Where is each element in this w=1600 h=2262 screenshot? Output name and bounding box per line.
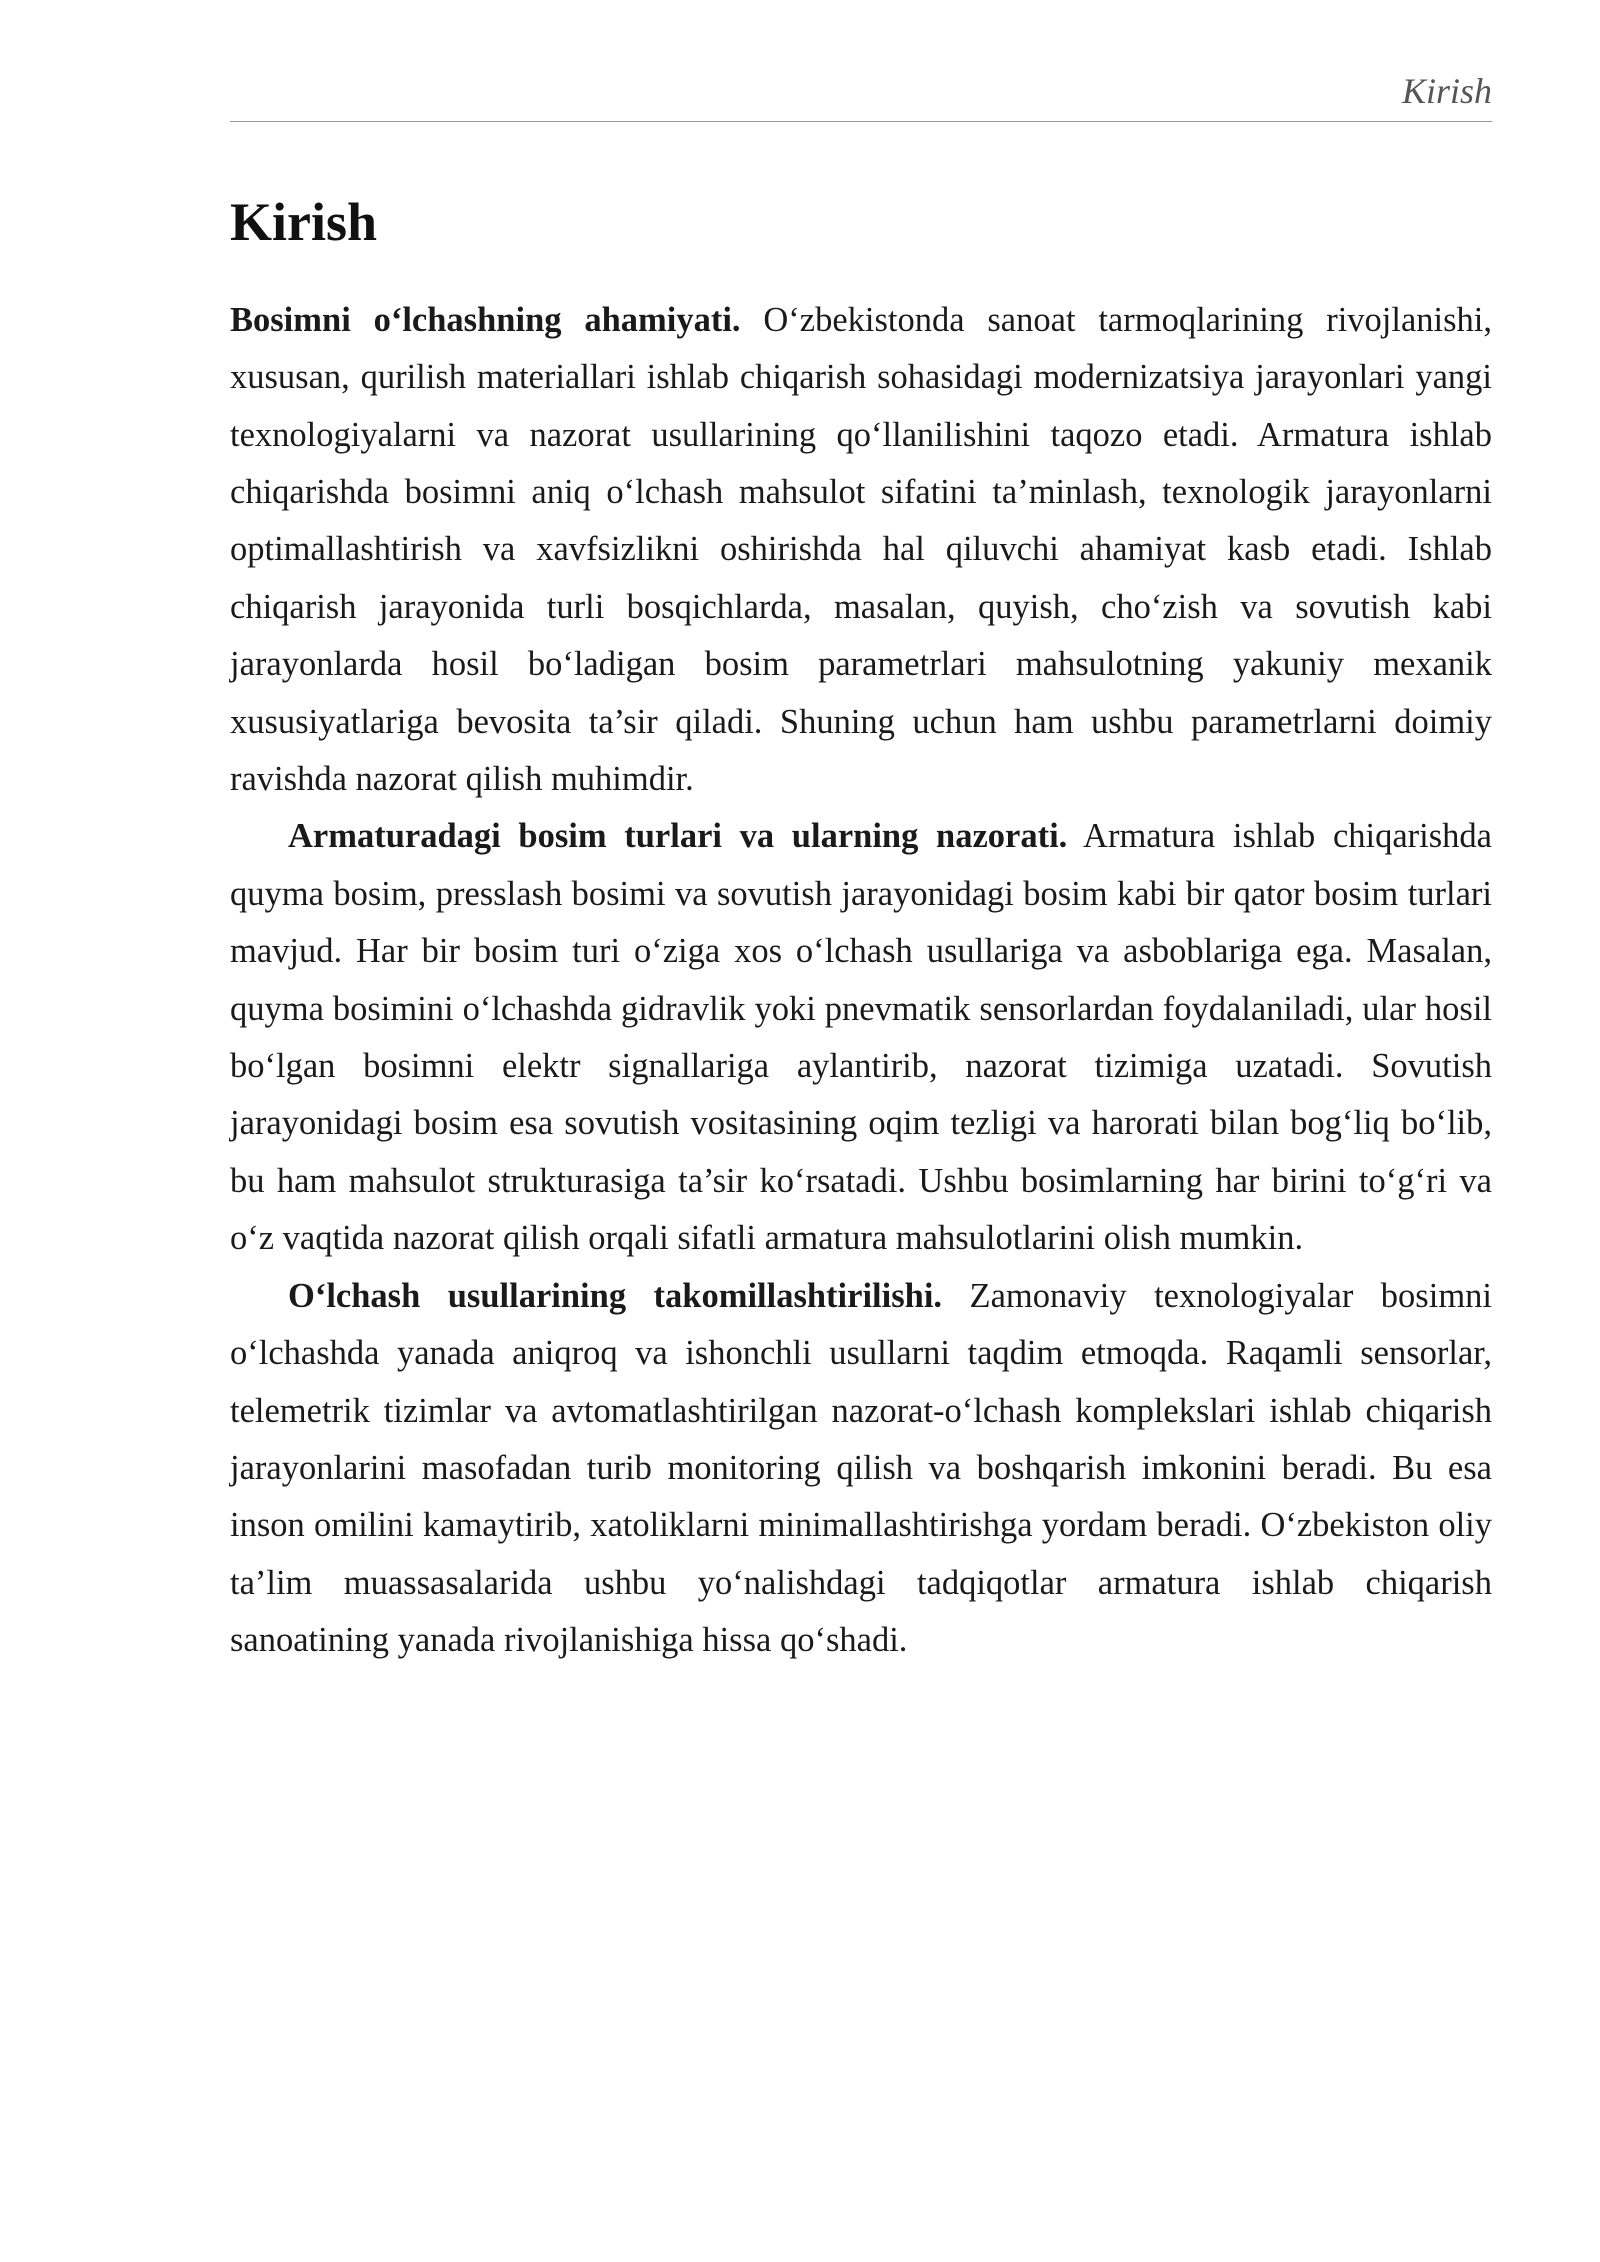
chapter-title: Kirish [230, 192, 378, 252]
page-content [230, 190, 1492, 1670]
paragraph-methods-improvement [230, 1268, 1492, 1670]
paragraph-lead: Bosimni o‘lchashning ahamiyati. [230, 300, 741, 339]
paragraph-importance [230, 292, 1492, 809]
paragraph-pressure-types [230, 808, 1492, 1267]
paragraph-text: O‘zbekistonda sanoat tarmoqlarining rivojlanishi, xususan, qurilish materiallari ishlab chiqarish sohasidagi modernizatsiya jarayonlari yangi texnologiyalarni va nazorat usullarining qo‘llanilishini taqozo etadi. Armatura ishlab chiqarishda bosimni aniq o‘lchash mahsulot sifatini ta’minlash, texnologik jarayonlarni optimallashtirish va xavfsizlikni oshirishda hal qiluvchi ahamiyat kasb etadi. Ishlab chiqarish jarayonida turli bosqichlarda, masalan, quyish, cho‘zish va sovutish kabi jarayonlarda hosil bo‘ladigan bosim parametrlari mahsulotning yakuniy mexanik xususiyatlariga bevosita ta’sir qiladi. Shuning uchun ham ushbu parametrlarni doimiy ravishda nazorat qilish muhimdir. [230, 300, 1492, 799]
header-divider [230, 121, 1492, 122]
paragraph-lead: Armaturadagi bosim turlari va ularning nazorati. [288, 817, 1068, 856]
paragraph-text: Armatura ishlab chiqarishda quyma bosim, presslash bosimi va sovutish jarayonidagi bosim kabi bir qator bosim turlari mavjud. Har bir bosim turi o‘ziga xos o‘lchash usullariga va asboblariga ega. Masalan, quyma bosimini o‘lchashda gidravlik yoki pnevmatik sensorlardan foydalaniladi, ular hosil bo‘lgan bosimni elektr signallariga aylantirib, nazorat tizimiga uzatadi. Sovutish jarayonidagi bosim esa sovutish vositasining oqim tezligi va harorati bilan bog‘liq bo‘lib, bu ham mahsulot strukturasiga ta’sir ko‘rsatadi. Ushbu bosimlarning har birini to‘g‘ri va o‘z vaqtida nazorat qilish orqali sifatli armatura mahsulotlarini olish mumkin. [230, 817, 1492, 1258]
paragraph-lead: O‘lchash usullarining takomillashtirilishi. [288, 1276, 943, 1315]
running-header: Kirish [1401, 71, 1492, 111]
paragraph-text: Zamonaviy texnologiyalar bosimni o‘lchashda yanada aniqroq va ishonchli usullarni taqdim etmoqda. Raqamli sensorlar, telemetrik tizimlar va avtomatlashtirilgan nazorat-o‘lchash komplekslari ishlab chiqarish jarayonlarini masofadan turib monitoring qilish va boshqarish imkonini beradi. Bu esa inson omilini kamaytirib, xatoliklarni minimallashtirishga yordam beradi. O‘zbekiston oliy ta’lim muassasalarida ushbu yo‘nalishdagi tadqiqotlar armatura ishlab chiqarish sanoatining yanada rivojlanishiga hissa qo‘shadi. [230, 1276, 1492, 1660]
